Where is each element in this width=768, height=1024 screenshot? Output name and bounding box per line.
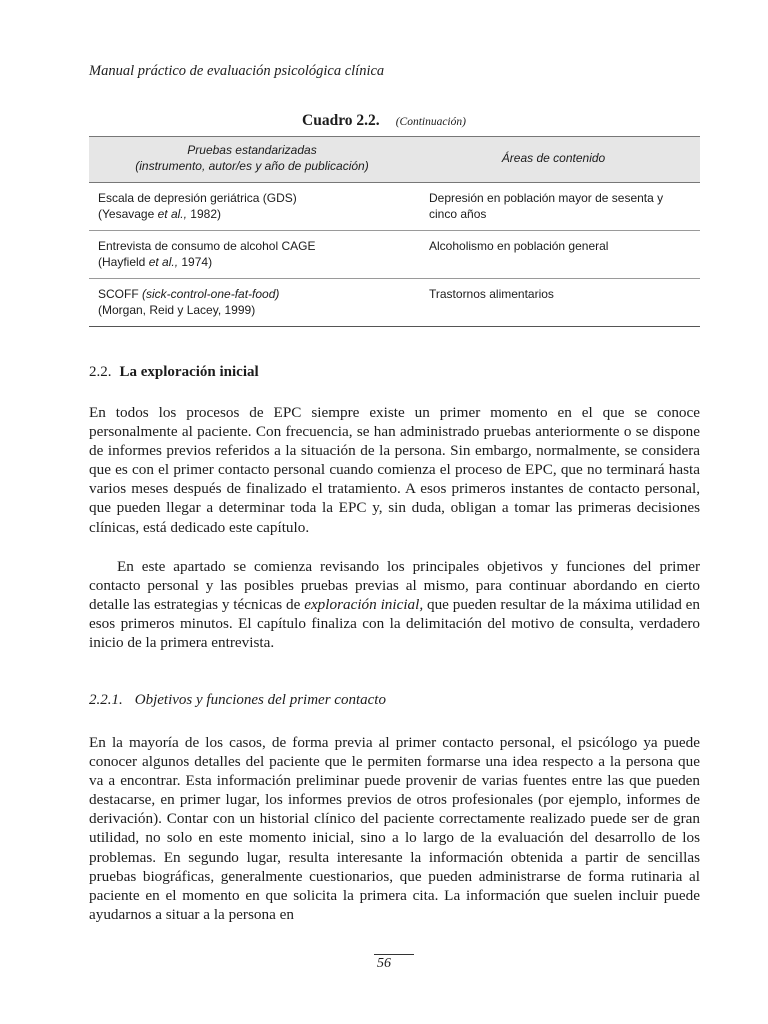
table-row <box>89 279 700 327</box>
header-tests <box>89 137 415 183</box>
test-reference: (Yesavage et al., 1982) <box>98 207 221 221</box>
table-header-row <box>89 137 700 183</box>
header-tests-line1: Pruebas estandarizadas <box>187 143 317 157</box>
test-name: SCOFF (sick-control-one-fat-food) <box>98 287 280 301</box>
page-number: 56 <box>377 956 391 971</box>
section-number: 2.2. <box>89 364 112 380</box>
section-heading <box>89 364 259 381</box>
area-cell: Trastornos alimentarios <box>415 279 700 327</box>
subsection-number: 2.2.1. <box>89 692 123 708</box>
header-areas: Áreas de contenido <box>415 137 700 183</box>
subsection-title: Objetivos y funciones del primer contacto <box>134 692 386 708</box>
emphasis-text: exploración inicial, <box>304 596 424 614</box>
table-row <box>89 183 700 231</box>
test-cell <box>89 279 415 327</box>
header-tests-line2: (instrumento, autor/es y año de publicación) <box>135 159 369 173</box>
test-name: Escala de depresión geriátrica (GDS) <box>98 191 297 205</box>
subsection-heading <box>89 692 386 709</box>
table-caption <box>0 112 768 130</box>
test-cell <box>89 183 415 231</box>
test-cell <box>89 231 415 279</box>
paragraph-intro: En todos los procesos de EPC siempre existe un primer momento en el que se conoce personalmente al paciente. Con frecuencia, se han administrado pruebas anteriormente o se dispone de informes previos referidos a la situación de la persona. Sin embargo, normalmente, se considera que es con el primer contacto personal cuando comienza el proceso de EPC, que no terminará hasta varios meses después de finalizado el tratamiento. A esos primeros instantes de contacto personal, que pueden llegar a determinar toda la EPC y, sin duda, obligan a tomar las primeras decisiones clínicas, está dedicado este capítulo. <box>89 404 700 536</box>
tests-table <box>89 136 700 327</box>
test-name: Entrevista de consumo de alcohol CAGE <box>98 239 316 253</box>
page-number-rule <box>374 954 414 955</box>
area-cell: Depresión en población mayor de sesenta y cinco años <box>415 183 700 231</box>
test-reference: (Hayfield et al., 1974) <box>98 255 213 269</box>
test-reference: (Morgan, Reid y Lacey, 1999) <box>98 303 256 317</box>
section-title: La exploración inicial <box>119 364 259 380</box>
paragraph-objectives: En la mayoría de los casos, de forma previa al primer contacto personal, el psicólogo ya puede conocer algunos detalles del paciente que le permiten formarse una idea respecto a la persona que va a encontrar. Esta información preliminar puede provenir de varias fuentes entre las que pueden destacarse, en primer lugar, los informes previos de otros profesionales (por ejemplo, informes de derivación). Contar con un historial clínico del paciente correctamente realizado puede ser de gran utilidad, no solo en este momento inicial, sino a lo largo de la evaluación del desarrollo de los problemas. En segundo lugar, resulta interesante la información obtenida a partir de sencillas pruebas biográficas, generalmente cuestionarios, que pueden administrarse de forma rutinaria al paciente en el momento en que solicita la primera cita. La información que suelen incluir puede ayudarnos a situar a la persona en <box>89 734 700 923</box>
table-subtitle: (Continuación) <box>395 116 466 128</box>
area-cell: Alcoholismo en población general <box>415 231 700 279</box>
running-head: Manual práctico de evaluación psicológica clínica <box>89 63 385 79</box>
table-title: Cuadro 2.2. <box>302 112 380 129</box>
table-row <box>89 231 700 279</box>
paragraph-overview: En este apartado se comienza revisando los principales objetivos y funciones del primer contacto personal y las posibles pruebas previas al mismo, para continuar abordando en cierto detalle las estrategias y técnicas de exploración inicial, que pueden resultar de la máxima utilidad en esos primeros minutos. El capítulo finaliza con la delimitación del motivo de consulta, verdadero inicio de la primera entrevista. <box>89 558 700 652</box>
